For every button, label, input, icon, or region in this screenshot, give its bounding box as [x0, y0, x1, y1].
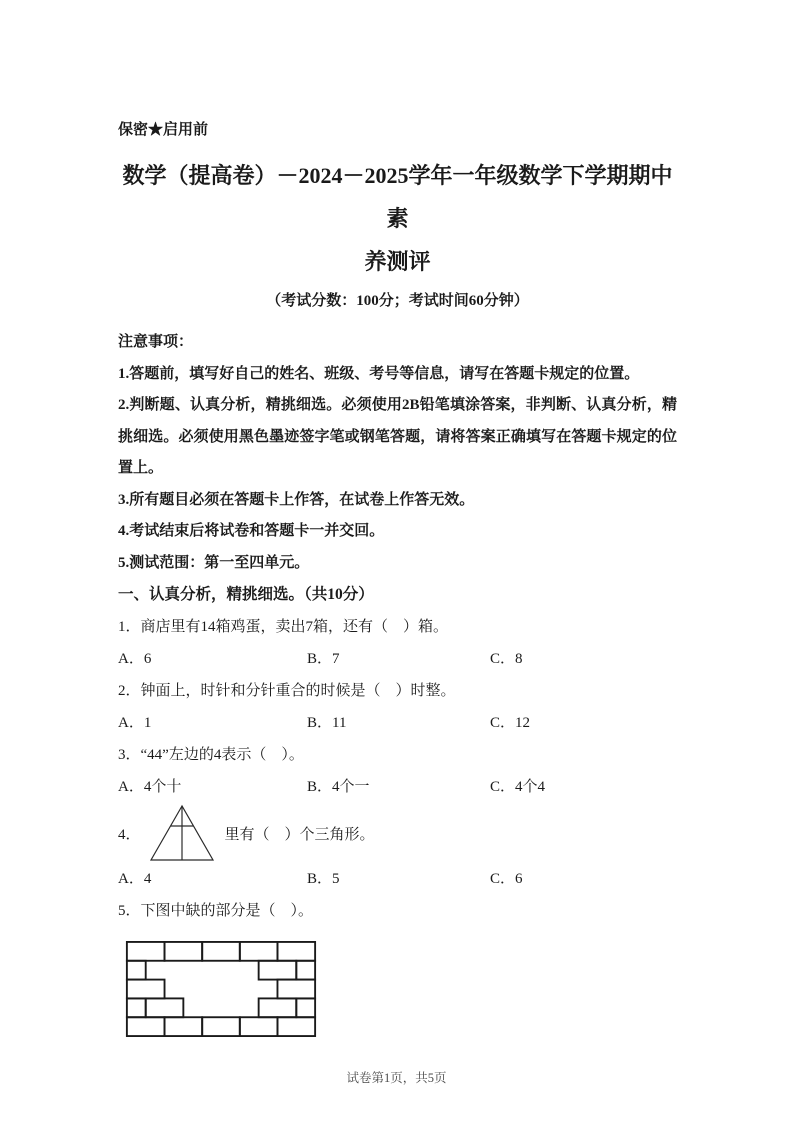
question-4-option-a: A．4 [118, 871, 152, 887]
question-4-number: 4． [118, 826, 141, 843]
question-5 [118, 895, 677, 1044]
note-item-4: 4.考试结束后将试卷和答题卡一并交回。 [118, 523, 385, 539]
question-3-option-b: B．4个一 [307, 779, 370, 795]
question-4-option-c: C．6 [490, 871, 523, 887]
question-3-option-a: A．4个十 [118, 779, 182, 795]
question-2-option-c: C．12 [490, 715, 531, 731]
note-item-1: 1.答题前，填写好自己的姓名、班级、考号等信息，请写在答题卡规定的位置。 [118, 365, 640, 382]
notes-section [118, 327, 677, 579]
brick-wall-figure [125, 939, 317, 1039]
question-3-options [118, 771, 677, 803]
security-notice: 保密★启用前 [118, 122, 209, 138]
question-4 [118, 803, 677, 895]
paper-title-line-2: 养测评 [364, 249, 431, 274]
question-3-stem: 3．“44”左边的4表示（ ）。 [118, 747, 304, 763]
paper-title [118, 154, 677, 283]
note-item-5: 5.测试范围：第一至四单元。 [118, 554, 310, 571]
note-item-3: 3.所有题目必须在答题卡上作答，在试卷上作答无效。 [118, 491, 475, 508]
paper-title-line-1: 数学（提高卷）－2024－2025学年一年级数学下学期期中素 [122, 163, 673, 231]
question-1 [118, 611, 677, 675]
question-3-option-c: C．4个4 [490, 779, 546, 795]
note-item-2: 2.判断题、认真分析，精挑细选。必须使用2B铅笔填涂答案，非判断、认真分析，精挑细选。必须使用黑色墨迹签字笔或钢笔答题，请将答案正确填写在答题卡规定的位置上。 [118, 397, 677, 476]
section-one-heading: 一、认真分析，精挑细选。（共10分） [118, 586, 374, 603]
question-2-option-b: B．11 [307, 715, 347, 731]
question-4-option-b: B．5 [307, 871, 340, 887]
question-1-options [118, 643, 677, 675]
page-footer: 试卷第1页，共5页 [346, 1071, 447, 1085]
question-1-option-a: A．6 [118, 651, 152, 667]
question-2-stem: 2．钟面上，时针和分针重合的时候是（ ）时整。 [118, 683, 456, 699]
exam-info: （考试分数：100分；考试时间60分钟） [266, 293, 529, 309]
question-4-text: 里有（ ）个三角形。 [224, 826, 375, 843]
question-4-stem [118, 803, 677, 863]
question-1-stem: 1．商店里有14箱鸡蛋，卖出7箱，还有（ ）箱。 [118, 619, 449, 635]
question-3 [118, 739, 677, 803]
question-4-options [118, 863, 677, 895]
question-2-option-a: A．1 [118, 715, 152, 731]
question-5-figure-wrap [125, 939, 677, 1044]
question-5-stem: 5．下图中缺的部分是（ ）。 [118, 903, 314, 919]
question-1-option-b: B．7 [307, 651, 340, 667]
question-1-option-c: C．8 [490, 651, 523, 667]
question-2-options [118, 707, 677, 739]
triangle-figure [147, 804, 217, 862]
question-2 [118, 675, 677, 739]
notes-heading: 注意事项： [118, 334, 194, 350]
